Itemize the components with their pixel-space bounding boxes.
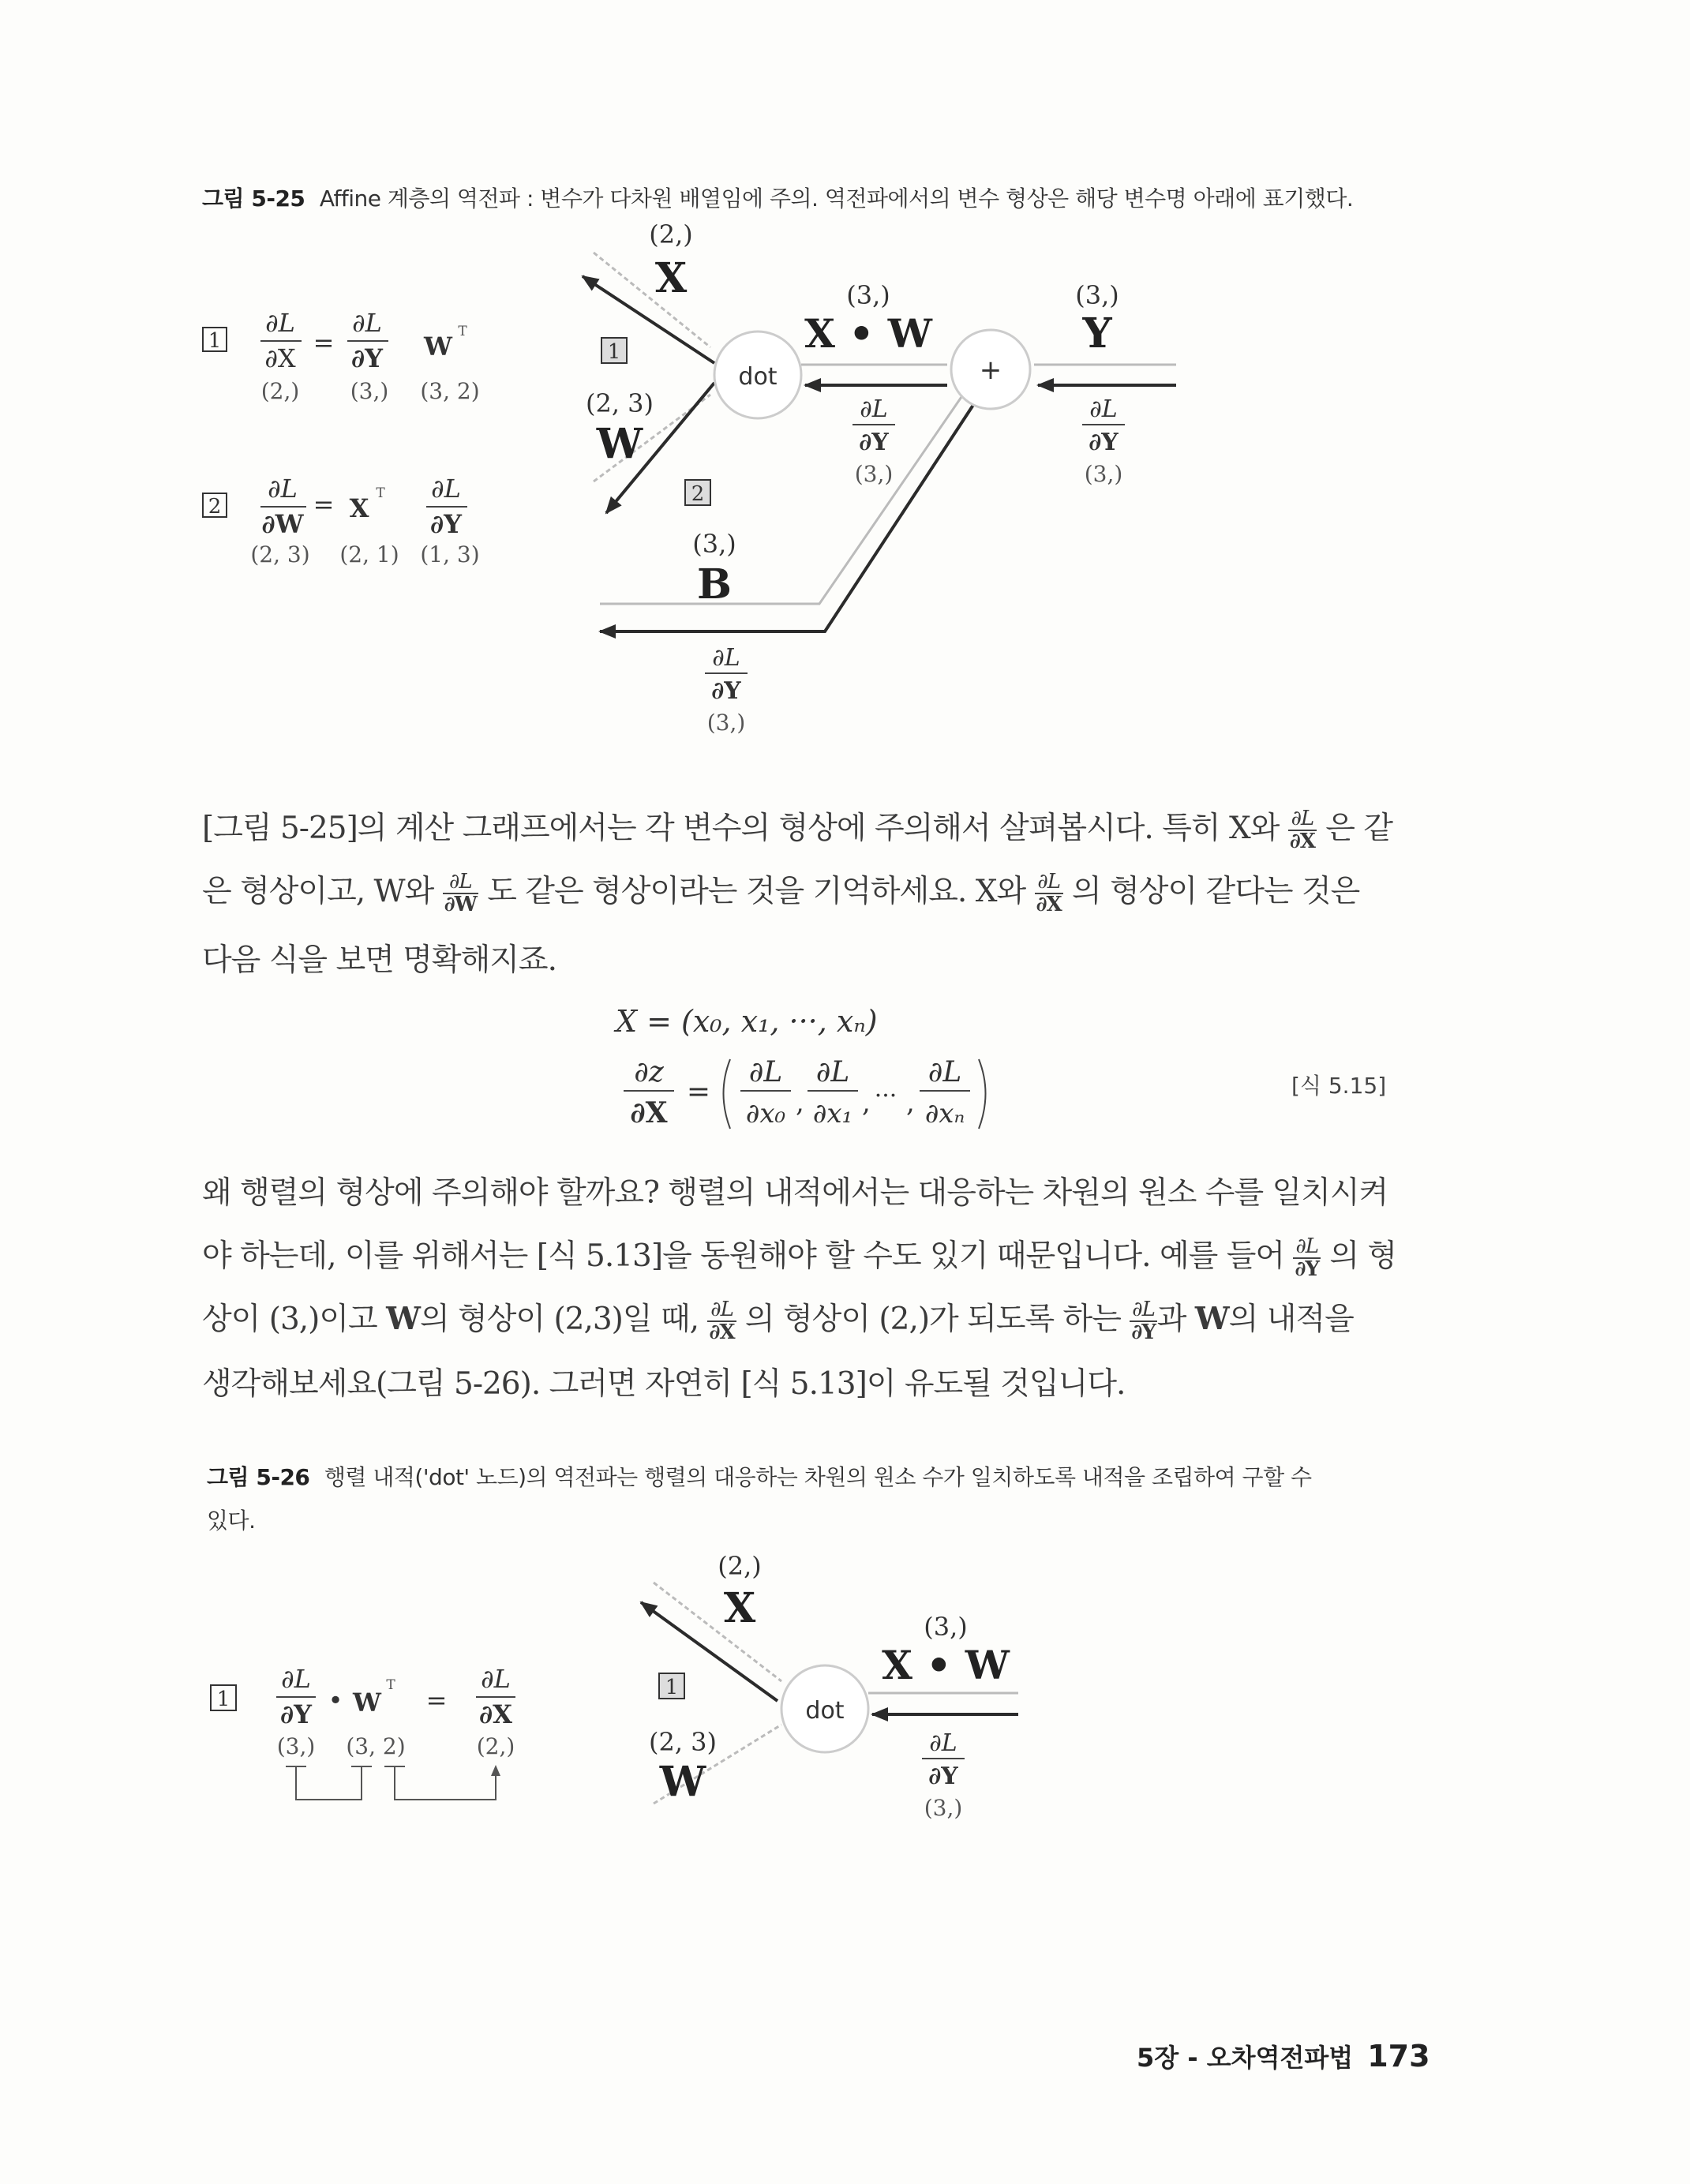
eq-rhs-num: ∂L: [352, 308, 382, 338]
text-run: 도 같은 형상이라는 것을 기억하세요. X와: [487, 874, 1026, 909]
dot-backward-diagram: [0, 1531, 1690, 1863]
svg-text:∂L: ∂L: [815, 1056, 850, 1088]
equation-5-15-line-2: [600, 1050, 1010, 1137]
paragraph-1-line-2: [202, 867, 1359, 916]
grad-label-out: [1082, 395, 1125, 487]
svg-text:W: W: [353, 1688, 381, 1718]
eq-rhs-num: ∂L: [431, 474, 461, 504]
b-label: B: [697, 560, 732, 609]
eq-lhs-num: ∂L: [268, 474, 298, 504]
svg-text:(3,): (3,): [706, 710, 746, 736]
equation-5-15-line-1: X = (x₀, x₁, ···, xₙ): [616, 1004, 878, 1039]
svg-text:∂L: ∂L: [748, 1056, 783, 1088]
inline-fraction: $\frac{\partial L}{\partial X}$: [709, 1297, 735, 1344]
figure-caption-text: Affine 계층의 역전파 : 변수가 다차원 배열임에 주의. 역전파에서의 변수 형상은 해당 변수명 아래에 표기했다.: [319, 185, 1354, 212]
y-shape: (3,): [1075, 280, 1119, 310]
svg-text:(3,): (3,): [854, 461, 894, 487]
svg-text:∂X: ∂X: [630, 1096, 668, 1129]
svg-text:∂X: ∂X: [479, 1699, 512, 1729]
svg-text:=: =: [686, 1076, 711, 1108]
paragraph-1-line-3: 다음 식을 보면 명확해지죠.: [202, 942, 557, 978]
svg-text:(2,): (2,): [476, 1733, 515, 1759]
svg-text:•: •: [328, 1685, 343, 1715]
svg-text:=: =: [425, 1685, 448, 1715]
text-run: 의 형상이 (2,)가 되도록 하는: [744, 1302, 1121, 1337]
equation-2: [203, 474, 480, 568]
dot-node-label: dot: [738, 363, 778, 391]
eq-lhs-den: ∂W: [261, 509, 304, 539]
paragraph-2-line-3: [202, 1294, 1354, 1343]
page-footer: [1137, 2038, 1430, 2074]
xw-shape: (3,): [846, 280, 890, 310]
x-label: X: [654, 254, 688, 302]
text-run: 의 형상이 같다는 것은: [1072, 874, 1360, 909]
inline-fraction: $\frac{\partial L}{\partial X}$: [1036, 869, 1062, 916]
text-run: 의 형상이 (2,3)일 때,: [419, 1302, 699, 1337]
grad-label-dot: [852, 395, 895, 487]
inline-fraction: $\frac{\partial L}{\partial W}$: [444, 869, 477, 916]
eq-rhs-den: ∂Y: [351, 343, 383, 373]
svg-text:(3, 2): (3, 2): [346, 1733, 406, 1759]
svg-text:∂L: ∂L: [1089, 395, 1118, 423]
eq-equals: =: [313, 489, 335, 519]
text-run: 은 같: [1325, 811, 1393, 846]
w-shape: (2, 3): [585, 388, 654, 418]
eq-shape: (3, 2): [420, 378, 480, 404]
x-label: X: [723, 1584, 756, 1632]
figure-caption: [207, 1460, 1312, 1492]
eq-shape: (2,): [260, 378, 300, 404]
eq-lhs-den: ∂X: [264, 343, 296, 373]
equation-tag: [식 5.15]: [1291, 1073, 1387, 1099]
eq-transpose: T: [376, 485, 385, 501]
text-run: 의 형: [1329, 1238, 1397, 1274]
xw-label: X • W: [804, 310, 932, 357]
w-label: W: [596, 420, 643, 468]
equation-1: [203, 308, 480, 404]
text-run: 상이 (3,)이고: [202, 1302, 377, 1337]
eq-transpose: T: [458, 324, 467, 339]
eq-shape: (2, 1): [339, 541, 399, 568]
eq-x: X: [349, 493, 369, 523]
svg-text:,: ,: [796, 1087, 804, 1118]
xw-shape: (3,): [924, 1612, 968, 1642]
figure-caption-text: 행렬 내적('dot' 노드)의 역전파는 행렬의 대응하는 차원의 원소 수가 일치하도록 내적을 조립하여 구할 수: [324, 1464, 1312, 1490]
inline-fraction: $\frac{\partial L}{\partial Y}$: [1131, 1297, 1156, 1344]
svg-text:∂L: ∂L: [281, 1664, 311, 1694]
chapter-title: 5장 - 오차역전파법: [1137, 2043, 1354, 2073]
eq-number: 1: [208, 329, 222, 353]
text-run: 은 형상이고, W와: [202, 874, 434, 909]
eq-shape: (1, 3): [420, 541, 480, 568]
inline-fraction: $\frac{\partial L}{\partial X}$: [1289, 806, 1315, 853]
figure-label: 그림 5-26: [207, 1464, 310, 1490]
equation-dot: [211, 1664, 515, 1800]
w-shape: (2, 3): [648, 1727, 718, 1757]
w-label: W: [659, 1758, 706, 1806]
bold-w: W: [1194, 1301, 1229, 1337]
svg-text:···: ···: [874, 1082, 897, 1110]
x-shape: (2,): [718, 1551, 762, 1581]
inline-fraction: $\frac{\partial L}{\partial Y}$: [1295, 1234, 1319, 1281]
affine-backward-diagram: [0, 0, 1690, 789]
eq-lhs-num: ∂L: [265, 308, 295, 338]
svg-text:∂x₁: ∂x₁: [812, 1098, 853, 1129]
svg-text:(3,): (3,): [276, 1733, 316, 1759]
svg-text:∂L: ∂L: [927, 1056, 962, 1088]
text-run: [그림 5-25]의 계산 그래프에서는 각 변수의 형상에 주의해서 살펴봅시다. 특히 X와: [202, 811, 1280, 846]
add-node-label: +: [979, 354, 1002, 386]
svg-text:∂Y: ∂Y: [859, 429, 889, 456]
svg-text:∂z: ∂z: [634, 1056, 664, 1088]
xw-label: X • W: [882, 1642, 1010, 1688]
svg-text:∂Y: ∂Y: [928, 1763, 958, 1790]
y-label: Y: [1082, 309, 1112, 358]
text-run: 과: [1156, 1302, 1186, 1337]
svg-text:∂L: ∂L: [929, 1729, 957, 1757]
svg-text:∂Y: ∂Y: [1089, 429, 1119, 456]
bold-w: W: [386, 1301, 420, 1337]
svg-text:∂x₀: ∂x₀: [745, 1098, 786, 1129]
paragraph-2-line-1: 왜 행렬의 형상에 주의해야 할까요? 행렬의 내적에서는 대응하는 차원의 원소 수를 일치시켜: [202, 1175, 1388, 1211]
svg-text:∂L: ∂L: [712, 644, 740, 672]
svg-text:∂xₙ: ∂xₙ: [924, 1098, 965, 1129]
eq-shape: (2, 3): [250, 541, 310, 568]
page-number: 173: [1367, 2039, 1430, 2073]
dot-node-label: dot: [805, 1697, 845, 1725]
svg-text:∂Y: ∂Y: [711, 677, 741, 705]
eq-shape: (3,): [350, 378, 389, 404]
paragraph-1-line-1: [202, 804, 1392, 852]
paragraph-2-line-4: 생각해보세요(그림 5-26). 그러면 자연히 [식 5.13]이 유도될 것입니다.: [202, 1366, 1126, 1402]
svg-text:1: 1: [216, 1688, 230, 1711]
svg-text:(3,): (3,): [1084, 461, 1123, 487]
graph-box-2: 2: [691, 482, 705, 506]
svg-text:∂L: ∂L: [481, 1664, 511, 1694]
eq-rhs-den: ∂Y: [430, 509, 462, 539]
eq-equals: =: [313, 328, 335, 358]
figure-caption-text-2: 있다.: [207, 1508, 256, 1534]
svg-text:∂L: ∂L: [860, 395, 888, 423]
text-run: 야 하는데, 이를 위해서는 [식 5.13]을 동원해야 할 수도 있기 때문입니다. 예를 들어: [202, 1238, 1285, 1274]
b-shape: (3,): [692, 529, 736, 559]
graph-box-1: 1: [665, 1676, 679, 1699]
text-run: 의 내적을: [1228, 1302, 1354, 1337]
x-shape: (2,): [649, 219, 693, 249]
eq-number: 2: [208, 495, 222, 519]
svg-text:(3,): (3,): [924, 1795, 963, 1821]
figure-label: 그림 5-25: [202, 185, 305, 212]
grad-label-bias: [705, 644, 748, 736]
grad-label: [922, 1729, 965, 1821]
svg-text:,: ,: [906, 1087, 915, 1118]
svg-text:T: T: [386, 1677, 395, 1693]
graph-box-1: 1: [607, 340, 621, 364]
paragraph-2-line-2: [202, 1231, 1396, 1280]
svg-text:,: ,: [862, 1087, 871, 1118]
eq-w: W: [424, 332, 452, 362]
svg-text:∂Y: ∂Y: [280, 1699, 312, 1729]
